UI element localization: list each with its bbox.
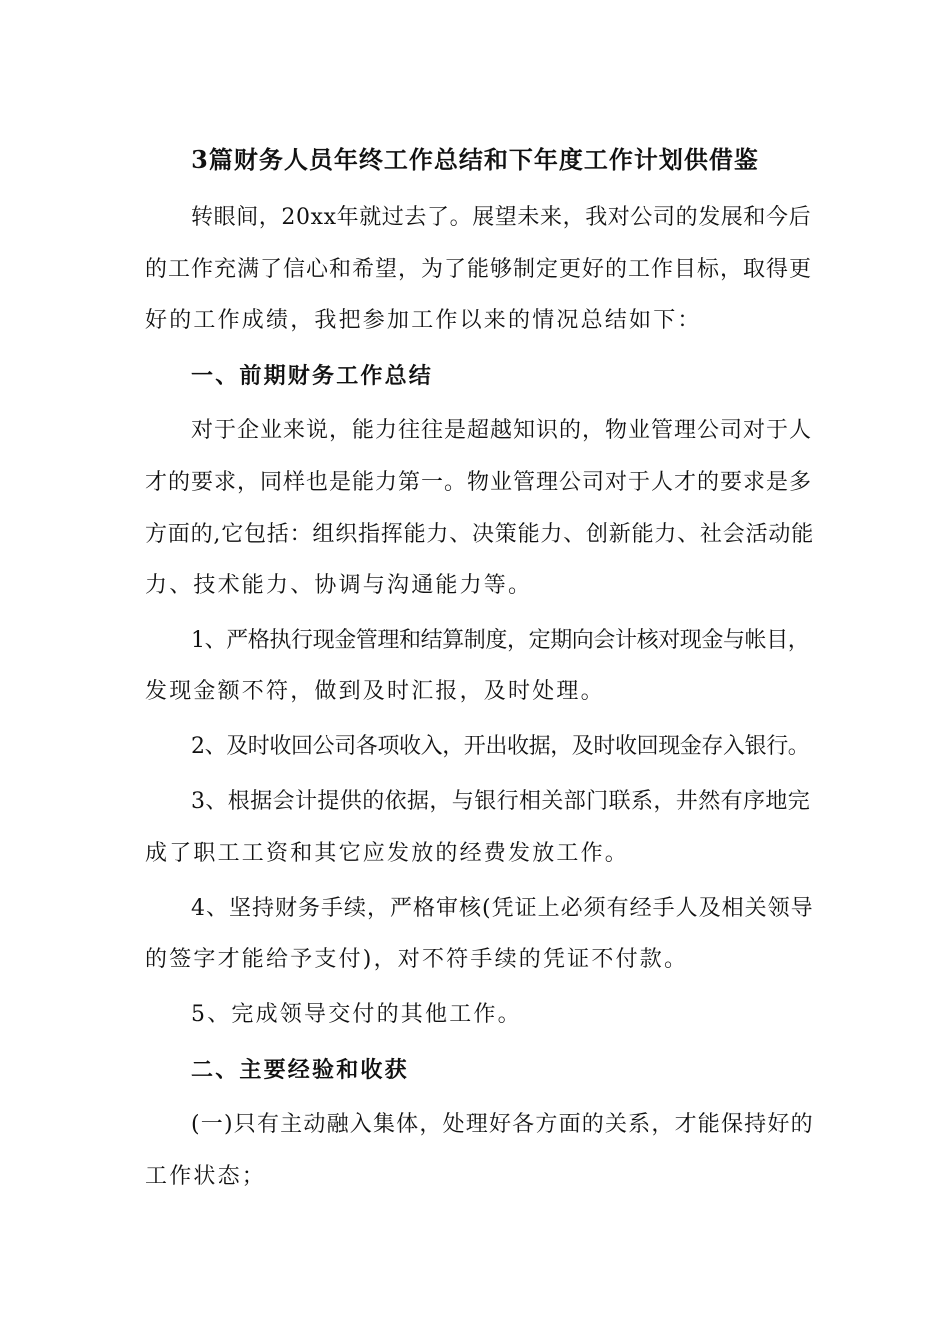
list-item-line: 成了职工工资和其它应发放的经费发放工作。 xyxy=(145,841,630,866)
document-title: 3篇财务人员年终工作总结和下年度工作计划供借鉴 xyxy=(191,145,759,174)
list-item-line: 2、及时收回公司各项收入，开出收据，及时收回现金存入银行。 xyxy=(191,734,810,759)
paragraph-line: 才的要求，同样也是能力第一。物业管理公司对于人才的要求是多 xyxy=(145,470,813,495)
section-heading: 二、主要经验和收获 xyxy=(191,1057,409,1083)
paragraph-line: 好的工作成绩，我把参加工作以来的情况总结如下： xyxy=(145,308,702,333)
paragraph-line: 的工作充满了信心和希望，为了能够制定更好的工作目标，取得更 xyxy=(145,257,813,282)
paragraph-line: (一)只有主动融入集体，处理好各方面的关系，才能保持好的 xyxy=(191,1112,814,1137)
paragraph-line: 转眼间，20xx年就过去了。展望未来，我对公司的发展和今后 xyxy=(191,205,812,230)
list-item-line: 1、严格执行现金管理和结算制度，定期向会计核对现金与帐目， xyxy=(191,628,810,653)
list-item-line: 的签字才能给予支付)，对不符手续的凭证不付款。 xyxy=(145,947,689,972)
list-item-line: 3、根据会计提供的依据，与银行相关部门联系，井然有序地完 xyxy=(191,789,811,814)
paragraph-line: 对于企业来说，能力往往是超越知识的，物业管理公司对于人 xyxy=(191,418,813,443)
section-heading: 一、前期财务工作总结 xyxy=(191,363,434,389)
list-item-line: 发现金额不符，做到及时汇报，及时处理。 xyxy=(145,679,605,704)
list-item-line: 4、坚持财务手续，严格审核(凭证上必须有经手人及相关领导 xyxy=(191,896,814,921)
paragraph-line: 方面的,它包括：组织指挥能力、决策能力、创新能力、社会活动能 xyxy=(145,522,814,547)
list-item-line: 5、完成领导交付的其他工作。 xyxy=(191,1002,522,1027)
paragraph-line: 工作状态； xyxy=(145,1164,267,1189)
paragraph-line: 力、技术能力、协调与沟通能力等。 xyxy=(145,573,533,598)
